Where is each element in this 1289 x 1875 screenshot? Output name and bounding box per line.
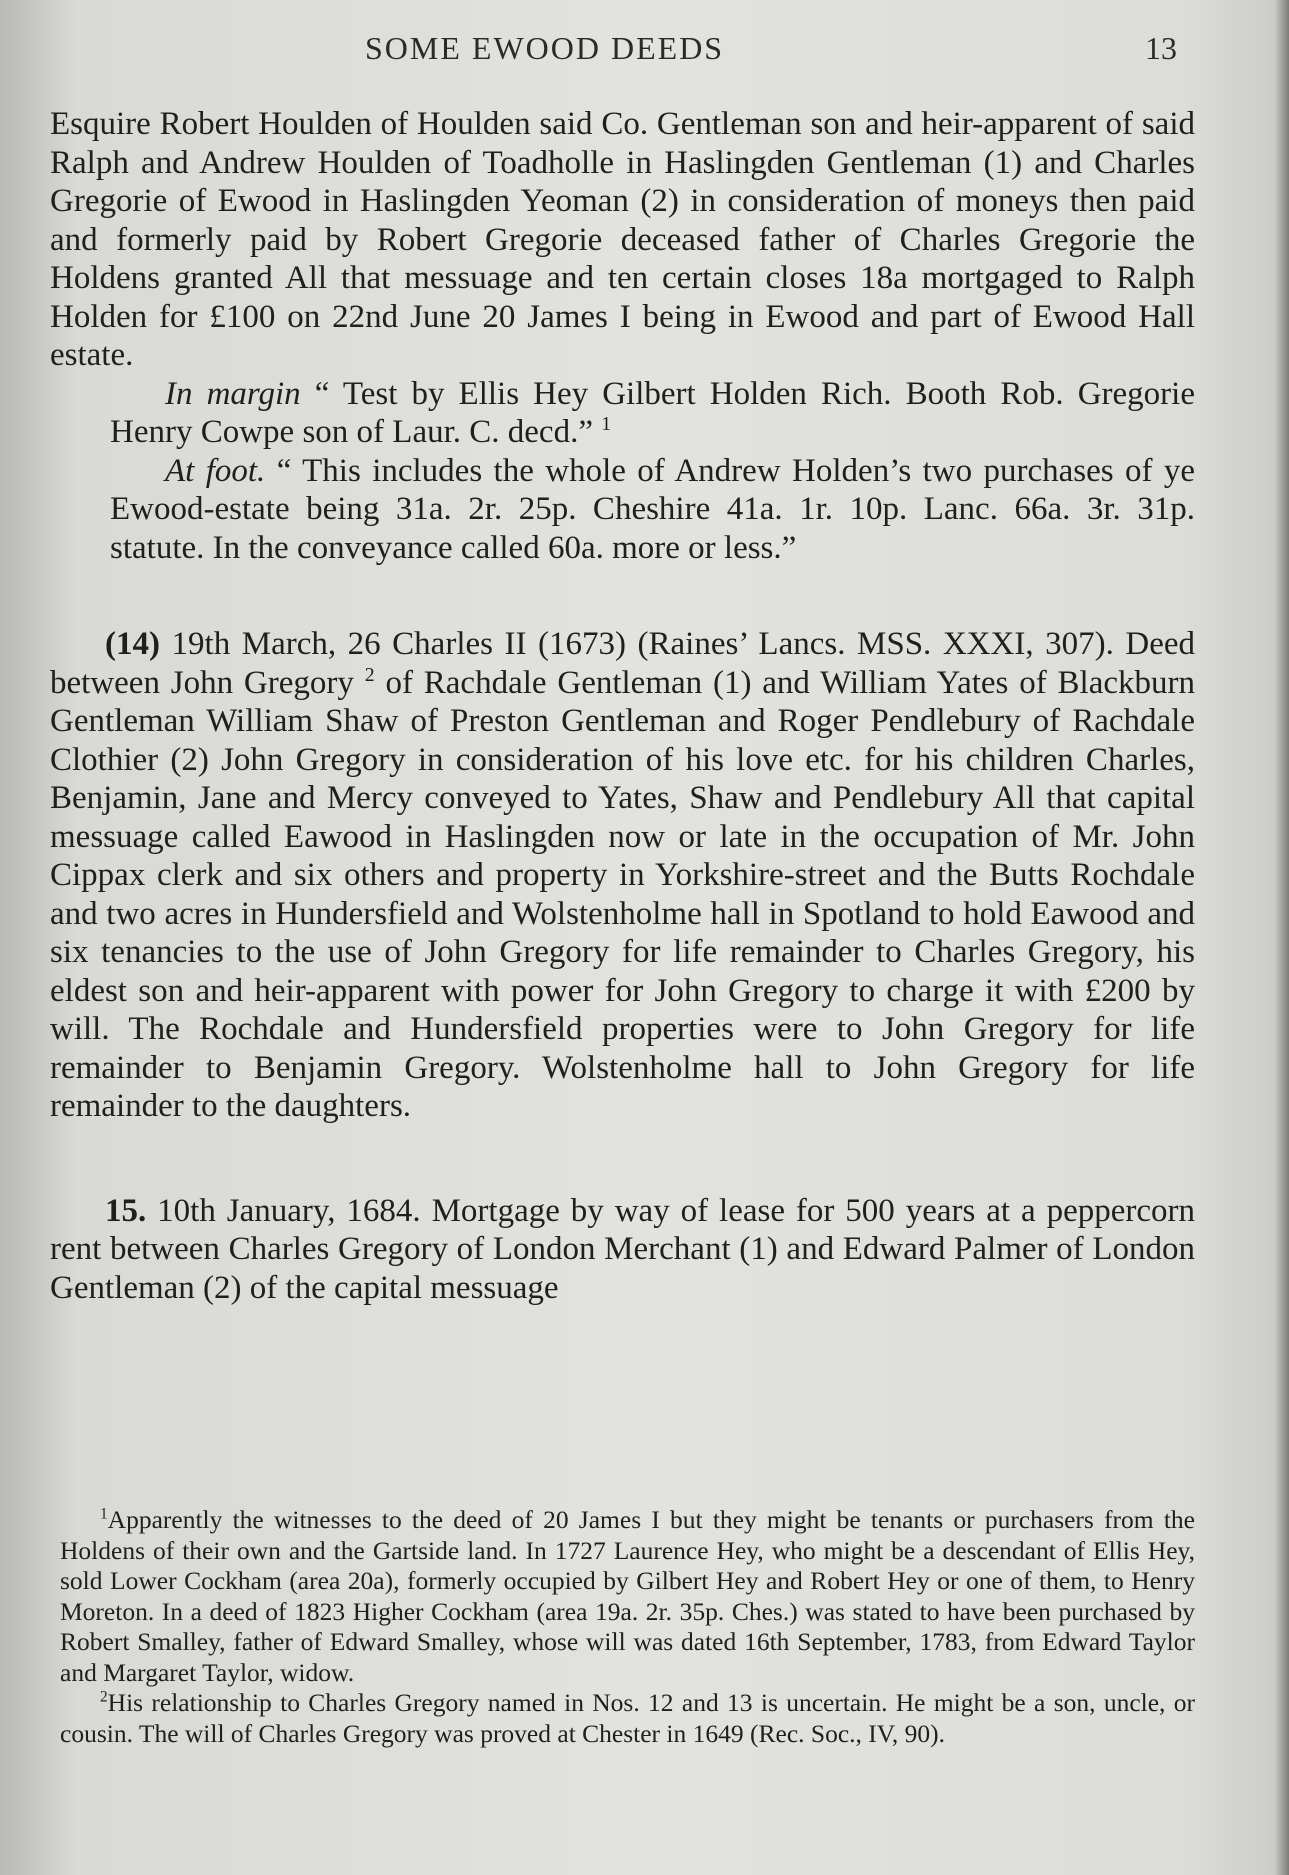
footnote-ref-2: 2 (364, 663, 375, 686)
deed-14 (50, 625, 1195, 1126)
footnote-2-text: His relationship to Charles Gregory named in Nos. 12 and 13 is uncertain. He might be a son, uncle, or cousin. The will of Charles Gregory was proved at Chester in 1649 (Rec. Soc., IV, 90). (60, 1688, 1195, 1748)
foot-note (50, 452, 1195, 568)
deed-15-paragraph (50, 1192, 1195, 1308)
foot-note-text: “ This includes the whole of Andrew Holden’s two purchases of ye Ewood-estate being 31a. 2r. 25p. Cheshire 41a. 1r. 10p. Lanc. 66a. 3r. 31p. statute. In the conveyance called 60a. more or less.” (110, 452, 1196, 566)
deed-15 (50, 1192, 1195, 1308)
deed-14-text-b: of Rachdale Gentleman (1) and William Yates of Blackburn Gentleman William Shaw of Preston Gentleman and Roger Pendlebury of Rachdale Clothier (2) John Gregory in consideration of his love etc. for his children Charles, Benjamin, Jane and Mercy conveyed to Yates, Shaw and Pendlebury All that capital messuage called Eawood in Haslingden now or late in the occupation of Mr. John Cippax clerk and six others and property in Yorkshire-street and the Butts Rochdale and two acres in Hundersfield and Wolstenholme hall in Spotland to hold Eawood and six tenancies to the use of John Gregory for life remainder to Charles Gregory, his eldest son and heir-apparent with power for John Gregory to charge it with £200 by will. The Rochdale and Hundersfield properties were to John Gregory for life remainder to Benjamin Gregory. Wolstenholme hall to John Gregory for life remainder to the daughters. (50, 664, 1195, 1124)
margin-note-text: “ Test by Ellis Hey Gilbert Holden Rich. Booth Rob. Gregorie Henry Cowpe son of Laur. C. decd.” (110, 375, 1195, 450)
footnote-1 (60, 1505, 1195, 1688)
deed-14-text-a: 19th March, 26 Charles II (1673) (Raines’ Lancs. MSS. XXXI, 307). Deed between John Gregory (50, 626, 1195, 701)
running-title: SOME EWOOD DEEDS (365, 30, 725, 66)
page-number: 13 (1145, 30, 1177, 66)
deed-15-text: 10th January, 1684. Mortgage by way of lease for 500 years at a peppercorn rent between Charles Gregory of London Merchant (1) and Edward Palmer of London Gentleman (2) of the capital messuage (50, 1192, 1195, 1306)
footnote-2 (60, 1688, 1195, 1749)
section-gap (50, 567, 1195, 625)
page-header (0, 30, 1289, 80)
footnotes (60, 1505, 1195, 1749)
footnote-ref-1: 1 (601, 413, 612, 435)
deed-14-number: (14) (105, 626, 160, 662)
deed-14-paragraph (50, 625, 1195, 1126)
page-body (50, 105, 1195, 1307)
continuation-paragraph: Esquire Robert Houlden of Houlden said Co. Gentleman son and heir-apparent of said Ralph and Andrew Houlden of Toadholle in Haslingden Gentleman (1) and Charles Gregorie of Ewood in Haslingden Yeoman (2) in consideration of moneys then paid and formerly paid by Robert Gregorie deceased father of Charles Gregorie the Holdens granted All that messuage and ten certain closes 18a mortgaged to Ralph Holden for £100 on 22nd June 20 James I being in Ewood and part of Ewood Hall estate. (50, 106, 1195, 373)
margin-note (50, 375, 1195, 452)
footnote-1-marker: 1 (100, 1505, 108, 1523)
deed-15-number: 15. (105, 1192, 147, 1229)
footnote-2-marker: 2 (100, 1688, 108, 1706)
foot-note-label: At foot. (165, 452, 266, 489)
footnote-1-text: Apparently the witnesses to the deed of 20 James I but they might be tenants or purchasers from the Holdens of their own and the Gartside land. In 1727 Laurence Hey, who might be a descendant of Ellis Hey, sold Lower Cockham (area 20a), formerly occupied by Gilbert Hey and Robert Hey or one of them, to Henry Moreton. In a deed of 1823 Higher Cockham (area 19a. 2r. 35p. Ches.) was stated to have been purchased by Robert Smalley, father of Edward Smalley, whose will was dated 16th September, 1783, from Edward Taylor and Margaret Taylor, widow. (60, 1505, 1195, 1687)
section-gap (50, 1126, 1195, 1192)
margin-note-label: In margin (165, 375, 301, 412)
page-edge (1275, 0, 1289, 1875)
deed-continuation (50, 105, 1195, 567)
